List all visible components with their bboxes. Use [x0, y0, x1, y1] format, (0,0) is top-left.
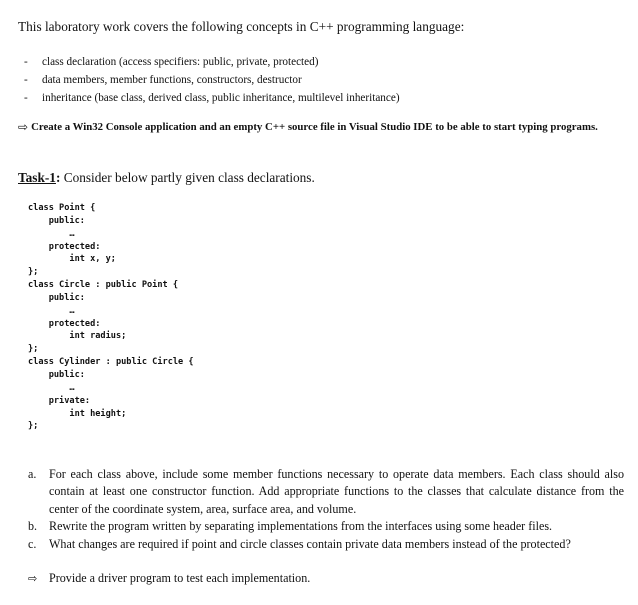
question-text: Rewrite the program written by separating implementations from the interfaces using some header files. — [49, 519, 553, 534]
question-item — [28, 536, 624, 553]
concept-item — [24, 89, 400, 107]
question-marker: b. — [28, 519, 38, 534]
question-marker: a. — [28, 467, 37, 481]
instruction-text: Create a Win32 Console application and an empty C++ source file in Visual Studio IDE to be able to start typing programs. — [31, 121, 598, 133]
code-block — [28, 202, 194, 433]
right-arrow-icon: ⇨ — [28, 572, 38, 585]
dash-marker: - — [24, 92, 28, 104]
code-line: … — [28, 305, 75, 316]
concept-text: class declaration (access specifiers: public, private, protected) — [42, 56, 319, 68]
code-line: … — [28, 228, 75, 239]
task-label: Task-1 — [18, 170, 56, 185]
intro-text: This laboratory work covers the following concepts in C++ programming language: — [18, 19, 465, 34]
question-marker: c. — [28, 536, 37, 551]
task-description: Consider below partly given class declarations. — [60, 170, 315, 185]
dash-marker: - — [24, 56, 28, 68]
right-arrow-icon: ⇨ — [18, 120, 29, 134]
code-line: protected: — [28, 318, 101, 329]
questions-list — [28, 466, 624, 553]
code-line: int height; — [28, 408, 127, 419]
code-line: protected: — [28, 241, 101, 252]
question-text: What changes are required if point and circle classes contain private data members instead of the protected? — [49, 536, 571, 551]
code-line: int x, y; — [28, 254, 116, 265]
task-heading — [18, 170, 315, 186]
code-line: }; — [28, 267, 39, 278]
code-line: }; — [28, 344, 39, 355]
task-colon: : — [55, 170, 61, 185]
code-line: private: — [28, 395, 91, 406]
instruction-line — [18, 120, 598, 134]
code-line: class Circle : public Point { — [28, 280, 179, 291]
concept-item — [24, 53, 400, 71]
code-line: public: — [28, 215, 85, 226]
code-line: public: — [28, 292, 85, 303]
code-line: }; — [28, 421, 39, 432]
question-text: For each class above, include some member functions necessary to operate data members. Each class should also contain at least one constructor function. Add appropriate functions to the classes that calculate distance from the center of the coordinate system, area, surface area, and volume. — [49, 467, 624, 516]
code-line: class Cylinder : public Circle { — [28, 357, 194, 368]
driver-text: Provide a driver program to test each implementation. — [49, 571, 311, 585]
code-line: int radius; — [28, 331, 127, 342]
driver-line — [28, 571, 310, 586]
code-line: public: — [28, 369, 85, 380]
code-line: class Point { — [28, 203, 96, 213]
concept-text: data members, member functions, constructors, destructor — [42, 74, 302, 86]
concept-text: inheritance (base class, derived class, public inheritance, multilevel inheritance) — [42, 92, 400, 104]
concept-item — [24, 71, 400, 89]
question-item — [28, 466, 624, 518]
code-line: … — [28, 382, 75, 393]
dash-marker: - — [24, 74, 28, 86]
question-item — [28, 518, 624, 535]
concepts-list — [24, 53, 400, 107]
